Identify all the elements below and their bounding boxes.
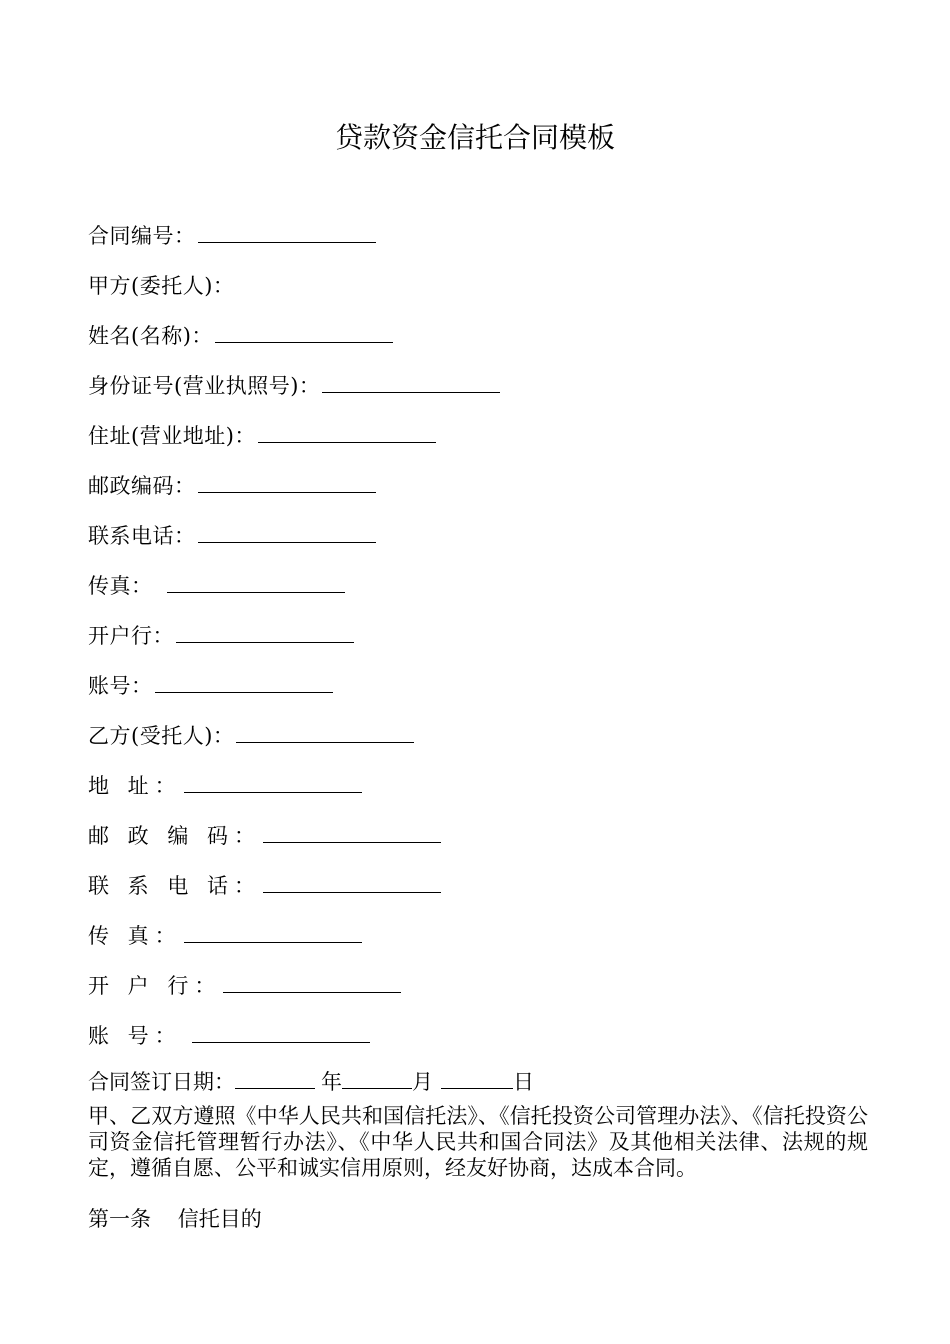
- blank-line: [223, 968, 401, 993]
- document-title: 贷款资金信托合同模板: [334, 121, 615, 154]
- field-label: 传 真：: [88, 924, 182, 948]
- field-party-a-bank: [88, 618, 868, 668]
- field-label: 地 址：: [88, 774, 182, 798]
- blank-line: [167, 568, 345, 593]
- field-party-b-address: [88, 768, 868, 818]
- field-party-b-postcode: [88, 818, 868, 868]
- year-blank: [235, 1064, 315, 1089]
- blank-line: [198, 468, 376, 493]
- blank-line: [258, 418, 436, 443]
- field-label: 身份证号(营业执照号)：: [88, 374, 321, 398]
- field-label: 邮政编码：: [88, 474, 196, 498]
- field-label: 联系电话：: [88, 524, 196, 548]
- blank-line: [155, 668, 333, 693]
- year-label: 年: [321, 1070, 342, 1094]
- day-blank: [441, 1064, 513, 1089]
- field-label: 甲方(委托人)：: [88, 274, 235, 298]
- field-label: 邮 政 编 码：: [88, 824, 262, 848]
- field-party-b-bank: [88, 968, 868, 1018]
- contract-signing-date: [88, 1064, 534, 1100]
- blank-line: [192, 1018, 370, 1043]
- blank-line: [322, 368, 500, 393]
- field-party-b-fax: [88, 918, 868, 968]
- month-label: 月: [412, 1070, 433, 1094]
- field-party-a-id-number: [88, 368, 868, 418]
- field-party-a-account: [88, 668, 868, 718]
- field-party-a-heading: [88, 268, 868, 318]
- month-blank: [342, 1064, 412, 1089]
- field-label: 乙方(受托人)：: [88, 724, 235, 748]
- date-label: 合同签订日期：: [88, 1070, 235, 1094]
- blank-line: [176, 618, 354, 643]
- field-label: 联 系 电 话：: [88, 874, 262, 898]
- day-label: 日: [513, 1070, 534, 1094]
- blank-line: [184, 768, 362, 793]
- field-label: 开户行：: [88, 624, 174, 648]
- field-label: 账号：: [88, 674, 153, 698]
- field-label: 传真：: [88, 574, 153, 598]
- field-party-b-phone: [88, 868, 868, 918]
- field-party-a-name: [88, 318, 868, 368]
- clause-heading: 第一条 信托目的: [88, 1207, 262, 1231]
- field-party-a-fax: [88, 568, 868, 618]
- blank-line: [184, 918, 362, 943]
- field-label: 账 号：: [88, 1024, 182, 1048]
- blank-line: [215, 318, 393, 343]
- contract-party-fields: [88, 218, 868, 1068]
- field-contract-number: [88, 218, 868, 268]
- field-label: 合同编号：: [88, 224, 196, 248]
- field-party-b-account: [88, 1018, 868, 1068]
- field-party-a-address: [88, 418, 868, 468]
- field-label: 开 户 行：: [88, 974, 222, 998]
- blank-line: [263, 818, 441, 843]
- field-party-a-phone: [88, 518, 868, 568]
- field-label: 住址(营业地址)：: [88, 424, 256, 448]
- field-party-a-postcode: [88, 468, 868, 518]
- field-party-b-heading: [88, 718, 868, 768]
- blank-line: [236, 718, 414, 743]
- preamble-paragraph: 甲、乙双方遵照《中华人民共和国信托法》、《信托投资公司管理办法》、《信托投资公司资金信托管理暂行办法》、《中华人民共和国合同法》及其他相关法律、法规的规定，遵循自愿、公平和诚实信用原则，经友好协商，达成本合同。: [88, 1104, 868, 1180]
- blank-line: [198, 518, 376, 543]
- field-label: 姓名(名称)：: [88, 324, 213, 348]
- blank-line: [198, 218, 376, 243]
- blank-line: [263, 868, 441, 893]
